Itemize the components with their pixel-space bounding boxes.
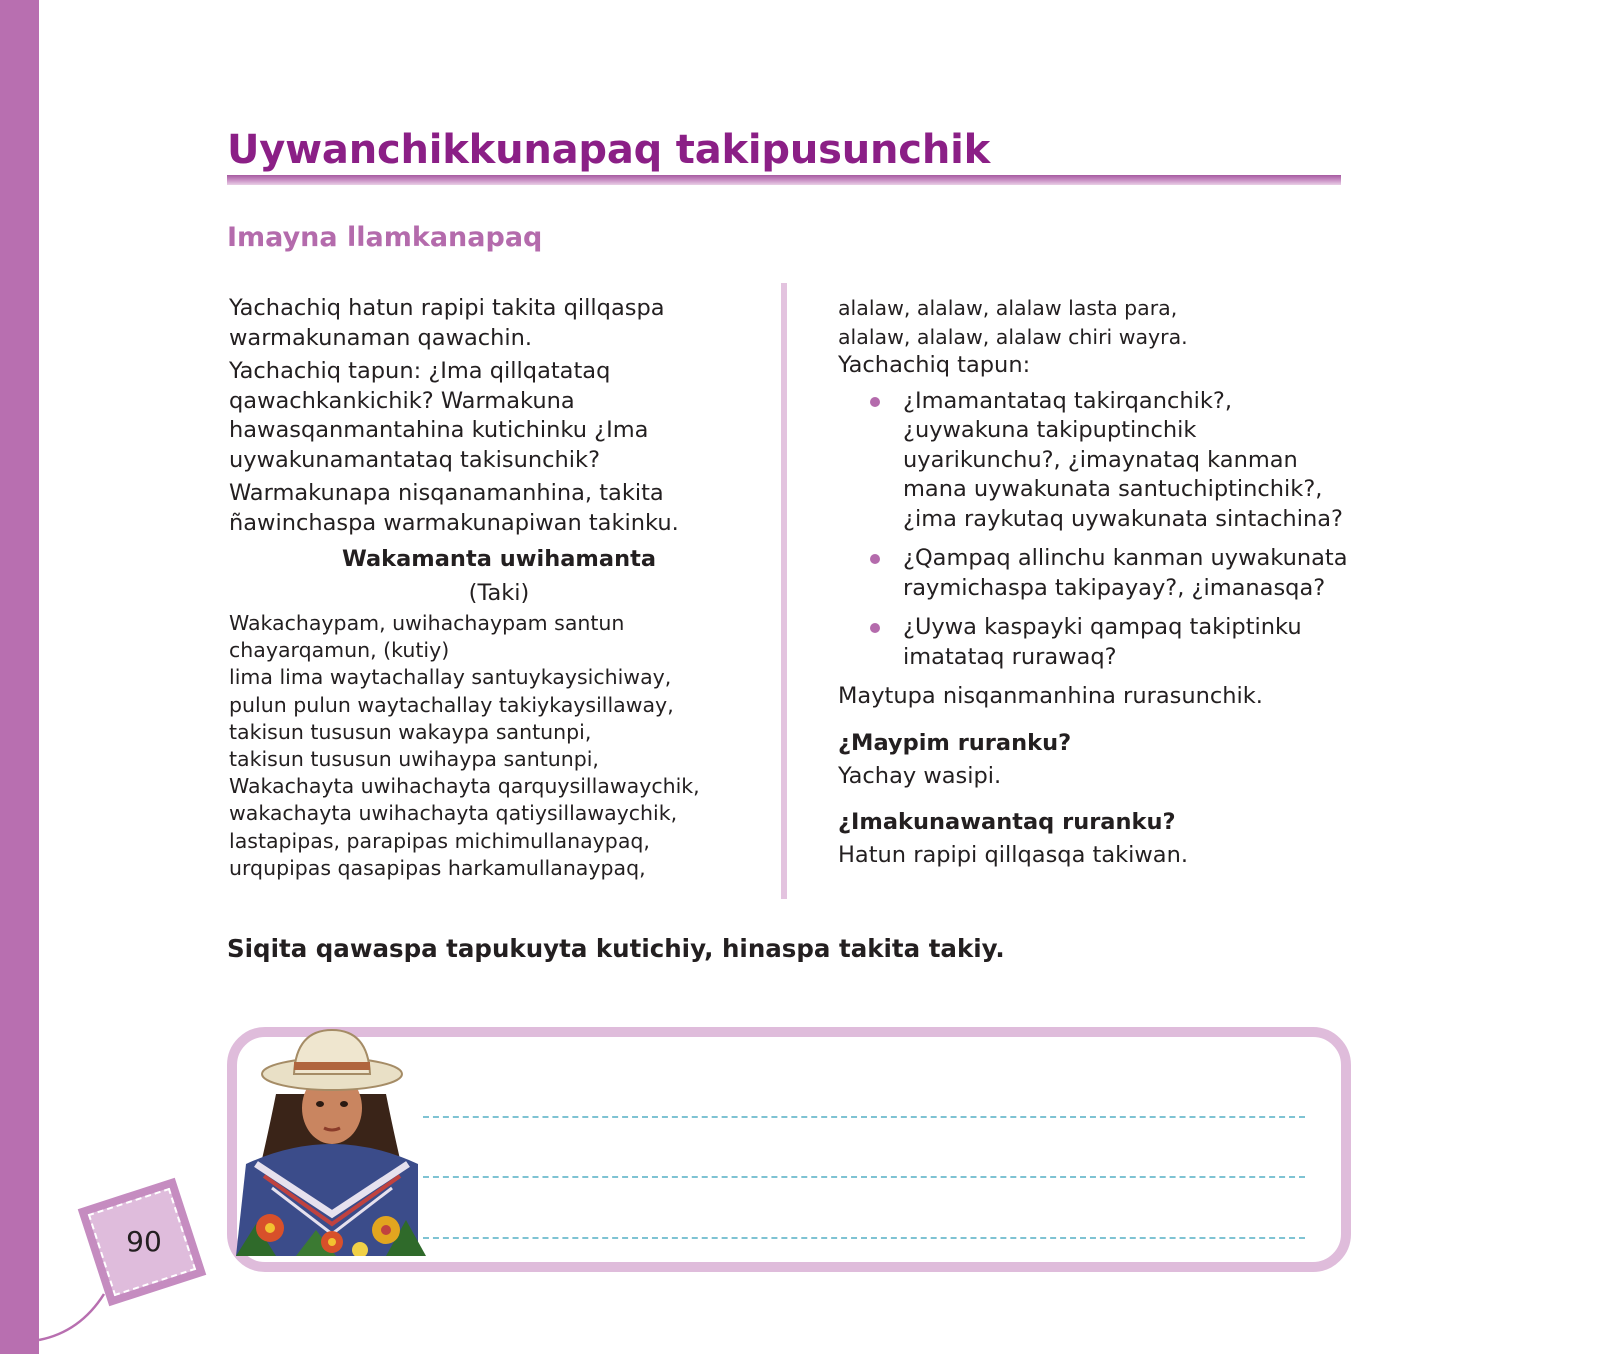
closing-text: Maytupa nisqanmanhina rurasunchik. bbox=[838, 683, 1263, 709]
song-subtitle: (Taki) bbox=[468, 580, 530, 606]
with-what-heading: ¿Imakunawantaq ruranku? bbox=[838, 809, 1176, 835]
paragraph: Yachachiq hatun rapipi takita qillqaspa warmakunaman qawachin. bbox=[229, 295, 665, 351]
question-text: ¿Imamantataq takirqanchik?, ¿uywakuna takipuptinchik uyarikunchu?, ¿imaynataq kanman mana uywakunata santuchiptinchik?, ¿ima raykutaq uywakunata sintachina? bbox=[903, 387, 1343, 532]
where-heading: ¿Maypim ruranku? bbox=[838, 729, 1072, 756]
with-what-answer: Hatun rapipi qillqasqa takiwan. bbox=[838, 842, 1189, 868]
andean-girl-illustration bbox=[236, 1024, 426, 1256]
song-verse-line: pulun pulun waytachallay takiykaysillaway, bbox=[229, 692, 674, 717]
song-verse-line: alalaw, alalaw, alalaw chiri wayra. bbox=[838, 324, 1188, 349]
page-number: 90 bbox=[126, 1225, 162, 1258]
question-intro: Yachachiq tapun: bbox=[838, 352, 1031, 378]
song-verse-line: lastapipas, parapipas michimullanaypaq, bbox=[229, 828, 650, 853]
song-title: Wakamanta uwihamanta bbox=[341, 546, 657, 572]
song-verse-line: alalaw, alalaw, alalaw lasta para, bbox=[838, 296, 1178, 320]
bullet-icon bbox=[870, 397, 880, 407]
list-item bbox=[838, 613, 1358, 672]
list-item bbox=[838, 544, 1358, 603]
bullet-icon bbox=[870, 554, 880, 564]
tag-string-line bbox=[0, 1280, 120, 1354]
writing-line[interactable] bbox=[423, 1116, 1305, 1118]
song-verse-line: chayarqamun, (kutiy) bbox=[229, 638, 450, 663]
song-verse-line: wakachayta uwihachayta qatiysillawaychik, bbox=[229, 801, 678, 826]
question-text: ¿Uywa kaspayki qampaq takiptinku imatataq rurawaq? bbox=[903, 614, 1302, 670]
side-band bbox=[0, 0, 39, 1354]
song-verse-line: Wakachaypam, uwihachaypam santun bbox=[229, 611, 625, 635]
question-list bbox=[838, 387, 1358, 673]
section-subtitle: Imayna llamkanapaq bbox=[227, 222, 543, 253]
song-verse-line: Wakachayta uwihachayta qarquysillawaychik, bbox=[229, 774, 700, 799]
list-item bbox=[838, 387, 1358, 535]
paragraph: Warmakunapa nisqanamanhina, takita ñawinchaspa warmakunapiwan takinku. bbox=[229, 480, 679, 536]
question-text: ¿Qampaq allinchu kanman uywakunata raymichaspa takipayay?, ¿imanasqa? bbox=[903, 545, 1348, 601]
song-verse-line: urqupipas qasapipas harkamullanaypaq, bbox=[229, 855, 646, 880]
title-underline bbox=[227, 175, 1341, 185]
column-divider bbox=[781, 283, 787, 899]
bullet-icon bbox=[870, 623, 880, 633]
writing-line[interactable] bbox=[423, 1176, 1305, 1178]
writing-line[interactable] bbox=[423, 1237, 1305, 1239]
activity-instruction: Siqita qawaspa tapukuyta kutichiy, hinaspa takita takiy. bbox=[227, 934, 1005, 963]
song-verse-line: takisun tususun wakaypa santunpi, bbox=[229, 719, 592, 744]
page-title: Uywanchikkunapaq takipusunchik bbox=[227, 127, 991, 173]
paragraph: Yachachiq tapun: ¿Ima qillqatataq qawachkankichik? Warmakuna hawasqanmantahina kutichinku ¿Ima uywakunamantataq takisunchik? bbox=[229, 358, 649, 473]
song-verse-line: lima lima waytachallay santuykaysichiway, bbox=[229, 665, 672, 690]
left-column bbox=[229, 294, 769, 882]
song-verse-line: takisun tususun uwihaypa santunpi, bbox=[229, 747, 599, 772]
where-answer: Yachay wasipi. bbox=[838, 762, 1002, 789]
right-column bbox=[838, 294, 1358, 871]
